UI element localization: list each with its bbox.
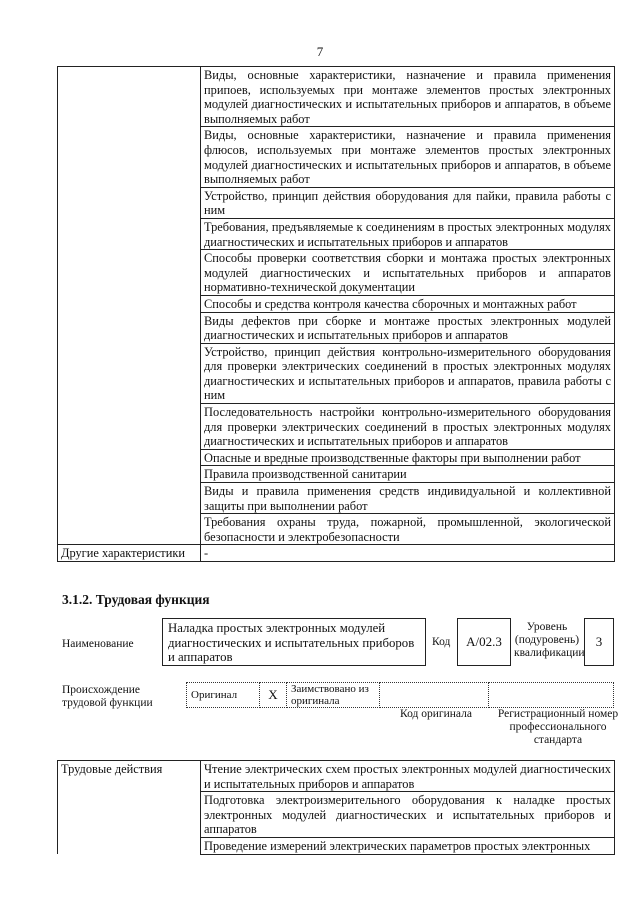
knowledge-item: Виды и правила применения средств индивидуальной и коллективной защиты при выполнении работ xyxy=(201,483,615,514)
knowledge-item: Способы проверки соответствия сборки и монтажа простых электронных модулей диагностических и испытательных приборов и аппаратов нормативно-технической документации xyxy=(201,250,615,296)
knowledge-item: Опасные и вредные производственные факторы при выполнении работ xyxy=(201,449,615,466)
knowledge-item: Требования, предъявляемые к соединениям в простых электронных модулях диагностических и испытательных приборов и аппаратов xyxy=(201,218,615,249)
knowledge-item: Требования охраны труда, пожарной, промышленной, экологической безопасности и электробезопасности xyxy=(201,514,615,545)
other-characteristics-row xyxy=(58,545,615,562)
qualification-level: 3 xyxy=(584,618,614,666)
function-code: A/02.3 xyxy=(457,618,511,666)
labor-action-item: Чтение электрических схем простых электронных модулей диагностических и испытательных приборов и аппаратов xyxy=(201,761,615,792)
page-number: 7 xyxy=(316,44,324,59)
knowledge-item: Устройство, принцип действия оборудования для пайки, правила работы с ним xyxy=(201,187,615,218)
reg-number-cell xyxy=(489,683,614,708)
knowledge-row xyxy=(58,67,615,127)
labor-actions-label: Трудовые действия xyxy=(58,761,201,855)
knowledge-label-cell xyxy=(58,67,201,545)
knowledge-item: Виды дефектов при сборке и монтаже простых электронных модулей диагностических и испытательных приборов и аппаратов xyxy=(201,312,615,343)
knowledge-item: Устройство, принцип действия контрольно-измерительного оборудования для проверки электрических соединений в простых электронных модулях диагностических и испытательных приборов и аппаратов, правила работы с ним xyxy=(201,343,615,403)
reg-number-label: Регистрационный номер профессионального стандарта xyxy=(497,708,619,746)
code-label: Код xyxy=(432,636,451,648)
name-label: Наименование xyxy=(62,638,134,650)
original-mark: X xyxy=(260,683,287,708)
borrowed-label: Заимствовано из оригинала xyxy=(287,683,380,708)
other-characteristics-label: Другие характеристики xyxy=(58,545,201,562)
knowledge-item: Последовательность настройки контрольно-измерительного оборудования для проверки электрических соединений в простых электронных модулях диагностических и испытательных приборов и аппаратов xyxy=(201,404,615,450)
level-label: Уровень (подуровень) квалификации xyxy=(514,621,585,659)
other-characteristics-value: - xyxy=(201,545,615,562)
knowledge-item: Способы и средства контроля качества сборочных и монтажных работ xyxy=(201,295,615,312)
knowledge-table xyxy=(57,66,615,562)
knowledge-item: Виды, основные характеристики, назначение и правила применения припоев, используемых при монтаже элементов простых электронных модулей диагностических и испытательных приборов и аппаратов, в объеме выполняемых работ xyxy=(201,67,615,127)
origin-table xyxy=(186,682,614,708)
function-name: Наладка простых электронных модулей диагностических и испытательных приборов и аппаратов xyxy=(162,618,426,666)
original-label: Оригинал xyxy=(187,683,260,708)
section-title: 3.1.2. Трудовая функция xyxy=(62,592,210,607)
code-original-label: Код оригинала xyxy=(400,708,472,720)
labor-action-row xyxy=(58,761,615,792)
knowledge-item: Виды, основные характеристики, назначение и правила применения флюсов, используемых при монтаже элементов простых электронных модулей диагностических и испытательных приборов и аппаратов, в объеме выполняемых работ xyxy=(201,127,615,187)
origin-label: Происхождение трудовой функции xyxy=(62,684,153,709)
knowledge-item: Правила производственной санитарии xyxy=(201,466,615,483)
labor-action-item: Проведение измерений электрических параметров простых электронных xyxy=(201,837,615,854)
labor-actions-table xyxy=(57,760,615,855)
code-original-cell xyxy=(380,683,489,708)
labor-action-item: Подготовка электроизмерительного оборудования к наладке простых электронных модулей диагностических и испытательных приборов и аппаратов xyxy=(201,792,615,838)
